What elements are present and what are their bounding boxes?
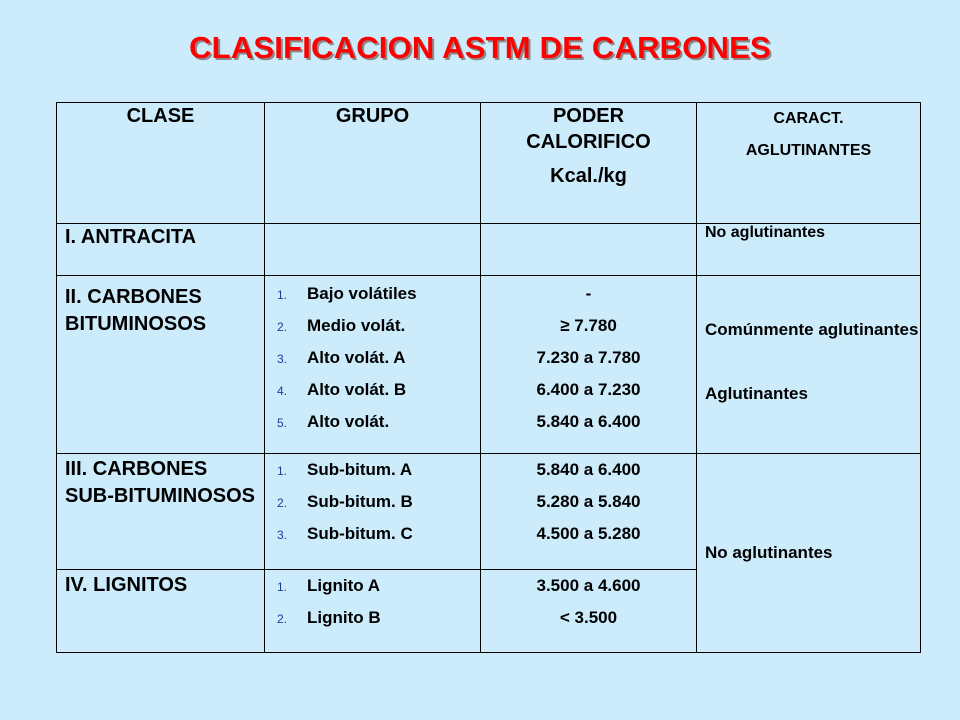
header-caract-line2: AGLUTINANTES [745, 142, 872, 159]
grupo-list [265, 570, 480, 634]
aglutinante-cell [697, 276, 921, 454]
poder-value: 7.230 a 7.780 [536, 348, 641, 367]
clase-cell [57, 276, 265, 454]
grupo-cell [265, 276, 481, 454]
grupo-cell [265, 454, 481, 570]
table-row-antracita [57, 224, 921, 276]
table-row-bituminosos [57, 276, 921, 454]
poder-value: 3.500 a 4.600 [536, 576, 641, 595]
list-item: 1. Lignito A [277, 576, 381, 595]
poder-value: 6.400 a 7.230 [536, 380, 641, 399]
poder-value: 5.280 a 5.840 [536, 492, 641, 511]
grupo-list [265, 454, 480, 550]
clase-label: I. ANTRACITA [65, 226, 197, 248]
header-caract-aglutinantes [697, 103, 921, 224]
grupo-cell [265, 570, 481, 653]
poder-list [481, 570, 696, 634]
aglutinante-label: No aglutinantes [705, 543, 833, 562]
list-item: 2. Lignito B [277, 608, 381, 627]
poder-value: - [585, 284, 592, 303]
clase-cell [57, 454, 265, 570]
poder-value: 5.840 a 6.400 [536, 460, 641, 479]
aglutinante-label: No aglutinantes [705, 224, 826, 241]
aglutinante-label: Aglutinantes [705, 384, 808, 403]
clase-label: II. CARBONES BITUMINOSOS [65, 286, 207, 335]
clase-label: III. CARBONES SUB-BITUMINOSOS [65, 458, 255, 507]
clase-label: IV. LIGNITOS [65, 574, 188, 596]
header-poder-calorifico [481, 103, 697, 224]
aglutinante-label: Comúnmente aglutinantes [705, 320, 919, 339]
poder-value: ≥ 7.780 [560, 316, 617, 335]
clase-cell [57, 224, 265, 276]
list-item: 5. Alto volát. [277, 412, 390, 431]
poder-list [481, 454, 696, 550]
page-title: CLASIFICACION ASTM DE CARBONES [189, 30, 771, 65]
header-grupo: GRUPO [265, 103, 481, 224]
list-item: 3. Sub-bitum. C [277, 524, 413, 543]
header-clase: CLASE [57, 103, 265, 224]
header-poder-line1: PODER CALORIFICO [526, 105, 651, 153]
poder-value: 5.840 a 6.400 [536, 412, 641, 431]
poder-cell [481, 454, 697, 570]
grupo-cell-empty [265, 224, 481, 276]
table-row-sub-bituminosos [57, 454, 921, 570]
poder-cell-empty [481, 224, 697, 276]
aglutinante-cell [697, 224, 921, 276]
header-row [57, 103, 921, 224]
poder-cell [481, 276, 697, 454]
list-item: 2. Sub-bitum. B [277, 492, 413, 511]
poder-value: 4.500 a 5.280 [536, 524, 641, 543]
header-poder-unit: Kcal./kg [550, 165, 627, 187]
astm-coal-classification-table [56, 102, 921, 653]
list-item: 1. Sub-bitum. A [277, 460, 413, 479]
header-caract-line1: CARACT. [773, 110, 844, 127]
aglutinante-cell-merged [697, 454, 921, 653]
poder-cell [481, 570, 697, 653]
list-item: 2. Medio volát. [277, 316, 406, 335]
poder-list [481, 276, 696, 438]
grupo-list [265, 276, 480, 438]
list-item: 1. Bajo volátiles [277, 284, 417, 303]
list-item: 3. Alto volát. A [277, 348, 406, 367]
clase-cell [57, 570, 265, 653]
list-item: 4. Alto volát. B [277, 380, 407, 399]
poder-value: < 3.500 [559, 608, 618, 627]
